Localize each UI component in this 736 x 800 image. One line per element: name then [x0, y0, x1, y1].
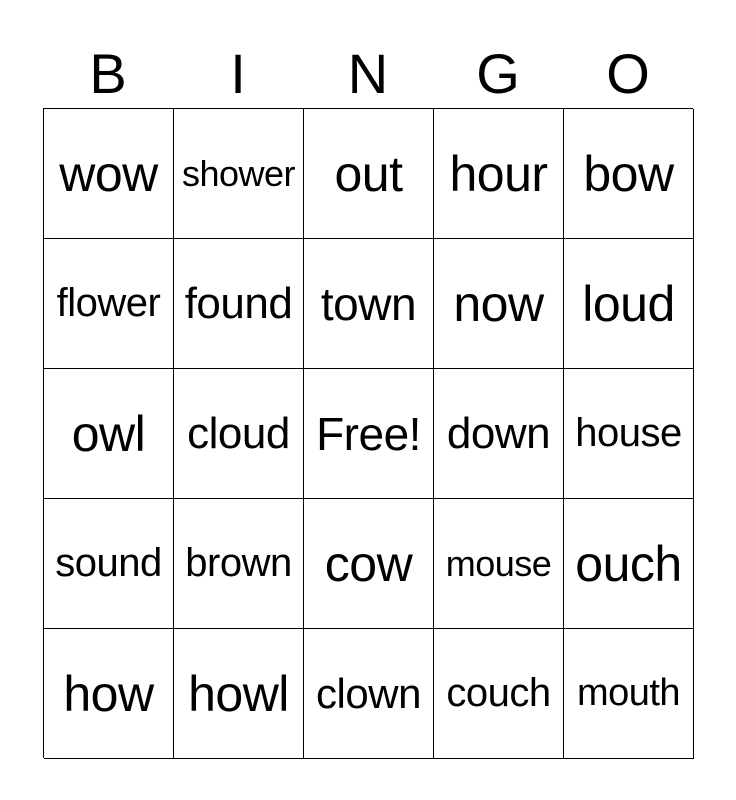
bingo-cell: how — [44, 629, 174, 759]
bingo-cell: down — [434, 369, 564, 499]
bingo-cell: town — [304, 239, 434, 369]
bingo-cell: flower — [44, 239, 174, 369]
bingo-cell: ouch — [564, 499, 694, 629]
bingo-grid — [43, 108, 693, 758]
bingo-cell: loud — [564, 239, 694, 369]
bingo-cell: shower — [174, 109, 304, 239]
bingo-cell: cow — [304, 499, 434, 629]
bingo-cell: cloud — [174, 369, 304, 499]
bingo-cell: bow — [564, 109, 694, 239]
bingo-cell: couch — [434, 629, 564, 759]
bingo-cell: hour — [434, 109, 564, 239]
header-letter-b: B — [89, 42, 127, 105]
bingo-cell: mouth — [564, 629, 694, 759]
header-letter-i: I — [230, 42, 246, 105]
free-space-cell: Free! — [304, 369, 434, 499]
bingo-cell: sound — [44, 499, 174, 629]
bingo-header — [43, 40, 693, 108]
bingo-cell: owl — [44, 369, 174, 499]
bingo-cell: out — [304, 109, 434, 239]
bingo-cell: found — [174, 239, 304, 369]
header-letter-o: O — [606, 42, 650, 105]
header-letter-g: G — [476, 42, 520, 105]
bingo-cell: mouse — [434, 499, 564, 629]
bingo-cell: now — [434, 239, 564, 369]
header-letter-n: N — [347, 42, 389, 105]
bingo-cell: clown — [304, 629, 434, 759]
bingo-cell: wow — [44, 109, 174, 239]
bingo-cell: house — [564, 369, 694, 499]
bingo-cell: brown — [174, 499, 304, 629]
bingo-cell: howl — [174, 629, 304, 759]
